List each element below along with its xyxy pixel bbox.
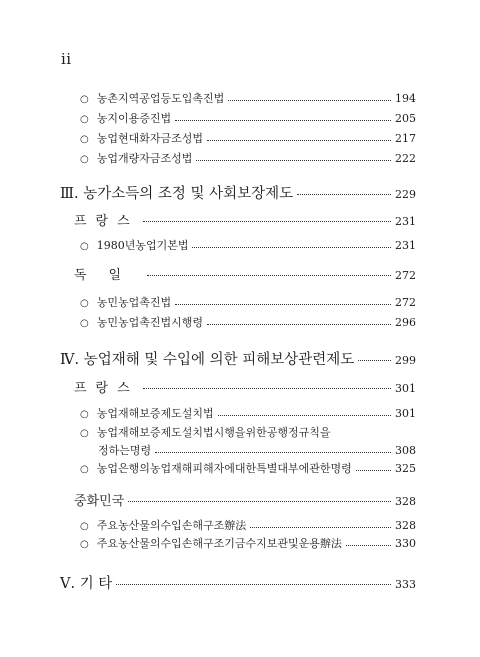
toc-entry-page: 333: [395, 578, 416, 591]
toc-entry-page: 205: [395, 112, 416, 125]
toc-entry-item: [80, 237, 416, 253]
toc-entry-page: 330: [395, 537, 416, 550]
toc-entry-page: 231: [395, 239, 416, 252]
toc-entry-cont: [98, 442, 416, 458]
toc-entry-title: 농업은행의농업재해피해자에대한특별대부에관한명령: [96, 462, 352, 475]
leader-dots: [147, 275, 391, 276]
leader-dots: [297, 194, 391, 195]
bullet-circle-icon: ○: [80, 114, 89, 125]
bullet-circle-icon: ○: [80, 428, 89, 439]
toc-entry-title: 프랑스: [74, 381, 139, 396]
toc-entry-title: 농업재해보증제도설치법시행을위한공행정규칙을: [96, 426, 331, 439]
toc-entry-section: [60, 572, 416, 593]
bullet-circle-icon: ○: [80, 521, 89, 532]
bullet-circle-icon: ○: [80, 539, 89, 550]
leader-dots: [192, 247, 391, 248]
toc-entry-page: 325: [395, 462, 416, 475]
leader-dots: [175, 120, 391, 121]
leader-dots: [250, 527, 391, 528]
leader-dots: [218, 415, 391, 416]
toc-entry-item: [80, 535, 416, 551]
toc-entry-item: [80, 150, 416, 166]
toc-entry-item: [80, 405, 416, 421]
toc-entry-item: [80, 294, 416, 310]
toc-entry-title: 농업현대화자금조성법: [96, 132, 203, 145]
toc-entry-page: 229: [395, 188, 416, 201]
toc-entry-country: [74, 210, 416, 229]
leader-dots: [358, 360, 391, 361]
toc-entry-title: 농민농업촉진법시행령: [96, 316, 203, 329]
toc-entry-page: 194: [395, 92, 416, 105]
toc-entry-page: 308: [395, 444, 416, 457]
toc-entry-title: 농민농업촉진법: [96, 296, 172, 309]
toc-entry-page: 217: [395, 132, 416, 145]
toc-entry-item: [80, 517, 416, 533]
toc-entry-title: 주요농산물의수입손해구조기금수지보관및운용辦法: [96, 537, 342, 550]
toc-entry-country: [74, 377, 416, 396]
page-number: ii: [61, 50, 72, 68]
toc-entry-title: 독일: [74, 268, 144, 283]
toc-entry-section: [60, 348, 416, 369]
toc-entry-title: Ⅳ. 농업재해 및 수입에 의한 피해보상관련제도: [60, 352, 355, 368]
leader-dots: [128, 501, 391, 502]
toc-entry-title: 주요농산물의수입손해구조辦法: [96, 519, 247, 532]
toc-entry-page: 301: [395, 382, 416, 395]
bullet-circle-icon: ○: [80, 94, 89, 105]
leader-dots: [207, 140, 391, 141]
leader-dots: [175, 304, 391, 305]
leader-dots: [143, 221, 391, 222]
toc-entry-item: [80, 110, 416, 126]
toc-entry-title: Ⅴ. 기 타: [60, 576, 113, 592]
toc-entry-item: [80, 460, 416, 476]
leader-dots: [356, 470, 391, 471]
bullet-circle-icon: ○: [80, 298, 89, 309]
toc-entry-title: 농업개량자금조성법: [96, 152, 193, 165]
bullet-circle-icon: ○: [80, 134, 89, 145]
toc-entry-title: 농업재해보증제도설치법: [96, 407, 214, 420]
toc-entry-page: 272: [395, 269, 416, 282]
toc-entry-country: [74, 264, 416, 283]
leader-dots: [207, 324, 391, 325]
leader-dots: [228, 100, 391, 101]
toc-entry-item: [80, 314, 416, 330]
bullet-circle-icon: ○: [80, 464, 89, 475]
toc-entry-title: 농지이용증진법: [96, 112, 172, 125]
toc-entry-section: [60, 182, 416, 203]
leader-dots: [196, 160, 391, 161]
toc-entry-title: 중화민국: [74, 494, 125, 509]
toc-entry-item-first: [80, 424, 416, 440]
leader-dots: [346, 545, 391, 546]
toc-entry-title: Ⅲ. 농가소득의 조정 및 사회보장제도: [60, 186, 294, 202]
toc-entry-title: 1980년농업기본법: [96, 239, 189, 252]
toc-entry-page: 296: [395, 316, 416, 329]
toc-entry-page: 328: [395, 495, 416, 508]
toc-entry-country: [74, 490, 416, 509]
toc-entry-item: [80, 90, 416, 106]
toc-entry-page: 299: [395, 354, 416, 367]
bullet-circle-icon: ○: [80, 154, 89, 165]
toc-entry-page: 231: [395, 215, 416, 228]
bullet-circle-icon: ○: [80, 409, 89, 420]
toc-entry-title: 프랑스: [74, 214, 139, 229]
toc-entry-page: 272: [395, 296, 416, 309]
leader-dots: [155, 452, 391, 453]
toc-entry-page: 301: [395, 407, 416, 420]
leader-dots: [116, 584, 391, 585]
bullet-circle-icon: ○: [80, 318, 89, 329]
leader-dots: [143, 388, 391, 389]
toc-entry-page: 222: [395, 152, 416, 165]
toc-entry-title: 정하는명령: [98, 444, 152, 457]
toc-entry-item: [80, 130, 416, 146]
toc-entry-page: 328: [395, 519, 416, 532]
toc-entry-title: 농촌지역공업등도입촉진법: [96, 92, 225, 105]
bullet-circle-icon: ○: [80, 241, 89, 252]
